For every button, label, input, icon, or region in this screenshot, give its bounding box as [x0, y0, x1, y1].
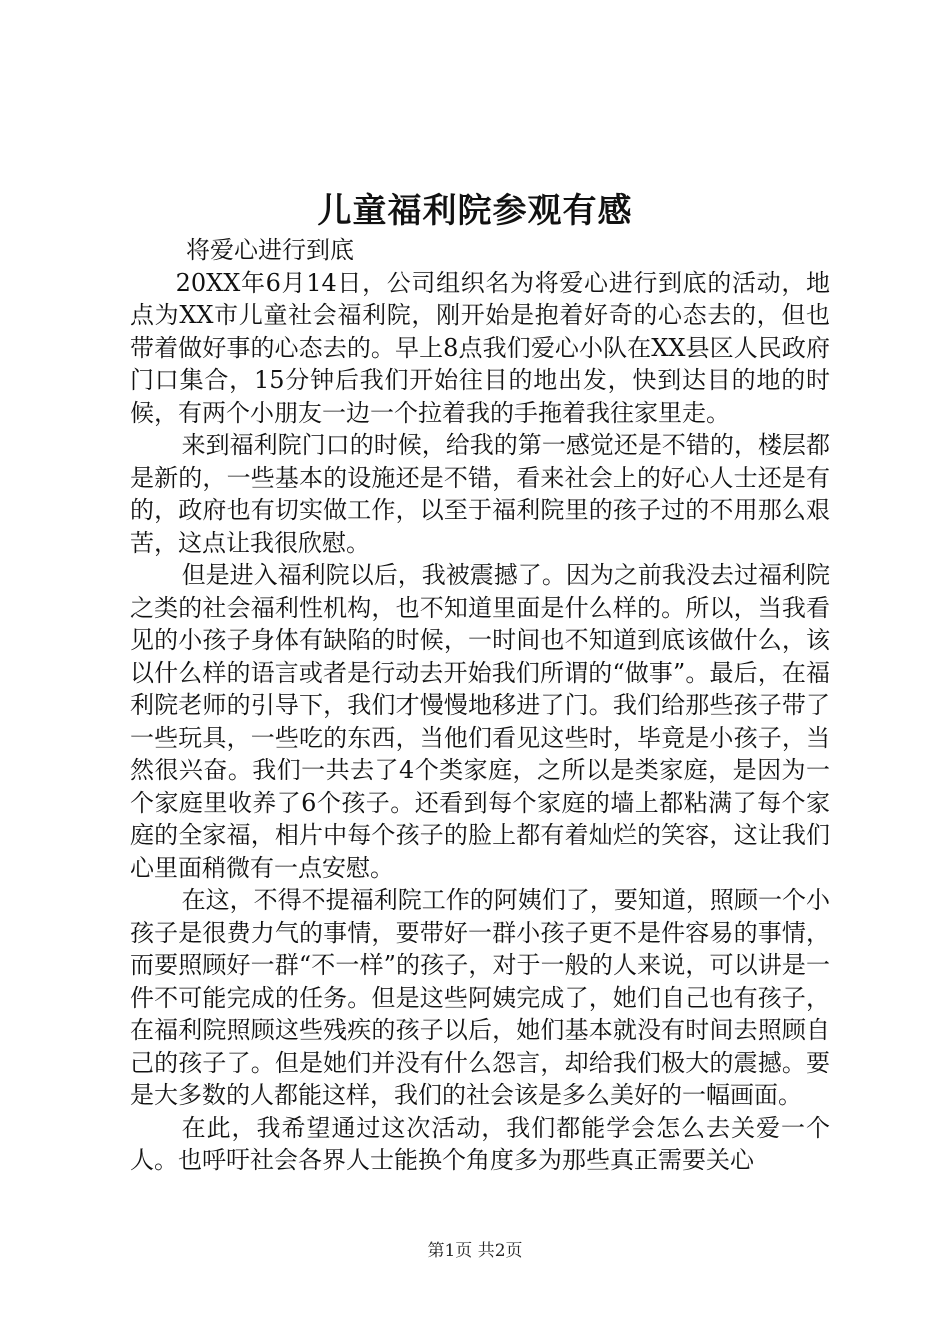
- document-title: 儿童福利院参观有感: [317, 191, 633, 231]
- paragraph-4: 在这，不得不提福利院工作的阿姨们了，要知道，照顾一个小孩子是很费力气的事情，要带好一群小孩子更不是件容易的事情，而要照顾好一群“不一样”的孩子，对于一般的人来说，可以讲是一件不可能完成的任务。但是这些阿姨完成了，她们自己也有孩子，在福利院照顾这些残疾的孩子以后，她们基本就没有时间去照顾自己的孩子了。但是她们并没有什么怨言，却给我们极大的震撼。要是大多数的人都能这样，我们的社会该是多么美好的一幅画面。: [130, 886, 830, 1109]
- paragraph-2: 来到福利院门口的时候，给我的第一感觉还是不错的，楼层都是新的，一些基本的设施还是不错，看来社会上的好心人士还是有的，政府也有切实做工作，以至于福利院里的孩子过的不用那么艰苦，这点让我很欣慰。: [130, 431, 830, 557]
- paragraph-3: 但是进入福利院以后，我被震撼了。因为之前我没去过福利院之类的社会福利性机构，也不知道里面是什么样的。所以，当我看见的小孩子身体有缺陷的时候，一时间也不知道到底该做什么，该以什么样的语言或者是行动去开始我们所谓的“做事”。最后，在福利院老师的引导下，我们才慢慢地移进了门。我们给那些孩子带了一些玩具，一些吃的东西，当他们看见这些时，毕竟是小孩子，当然很兴奋。我们一共去了4个类家庭，之所以是类家庭，是因为一个家庭里收养了6个孩子。还看到每个家庭的墙上都粘满了每个家庭的全家福，相片中每个孩子的脸上都有着灿烂的笑容，这让我们心里面稍微有一点安慰。: [130, 561, 830, 882]
- document-body: [130, 234, 830, 1177]
- page-number-footer: 第1页 共2页: [427, 1241, 523, 1261]
- paragraph-1: 20XX年6月14日，公司组织名为将爱心进行到底的活动，地点为XX市儿童社会福利院，刚开始是抱着好奇的心态去的，但也带着做好事的心态去的。早上8点我们爱心小队在XX县区人民政府门口集合，15分钟后我们开始往目的地出发，快到达目的地的时候，有两个小朋友一边一个拉着我的手拖着我往家里走。: [130, 268, 830, 427]
- document-subtitle: 将爱心进行到底: [186, 236, 354, 264]
- paragraph-5: 在此，我希望通过这次活动，我们都能学会怎么去关爱一个人。也呼吁社会各界人士能换个角度多为那些真正需要关心: [130, 1113, 830, 1174]
